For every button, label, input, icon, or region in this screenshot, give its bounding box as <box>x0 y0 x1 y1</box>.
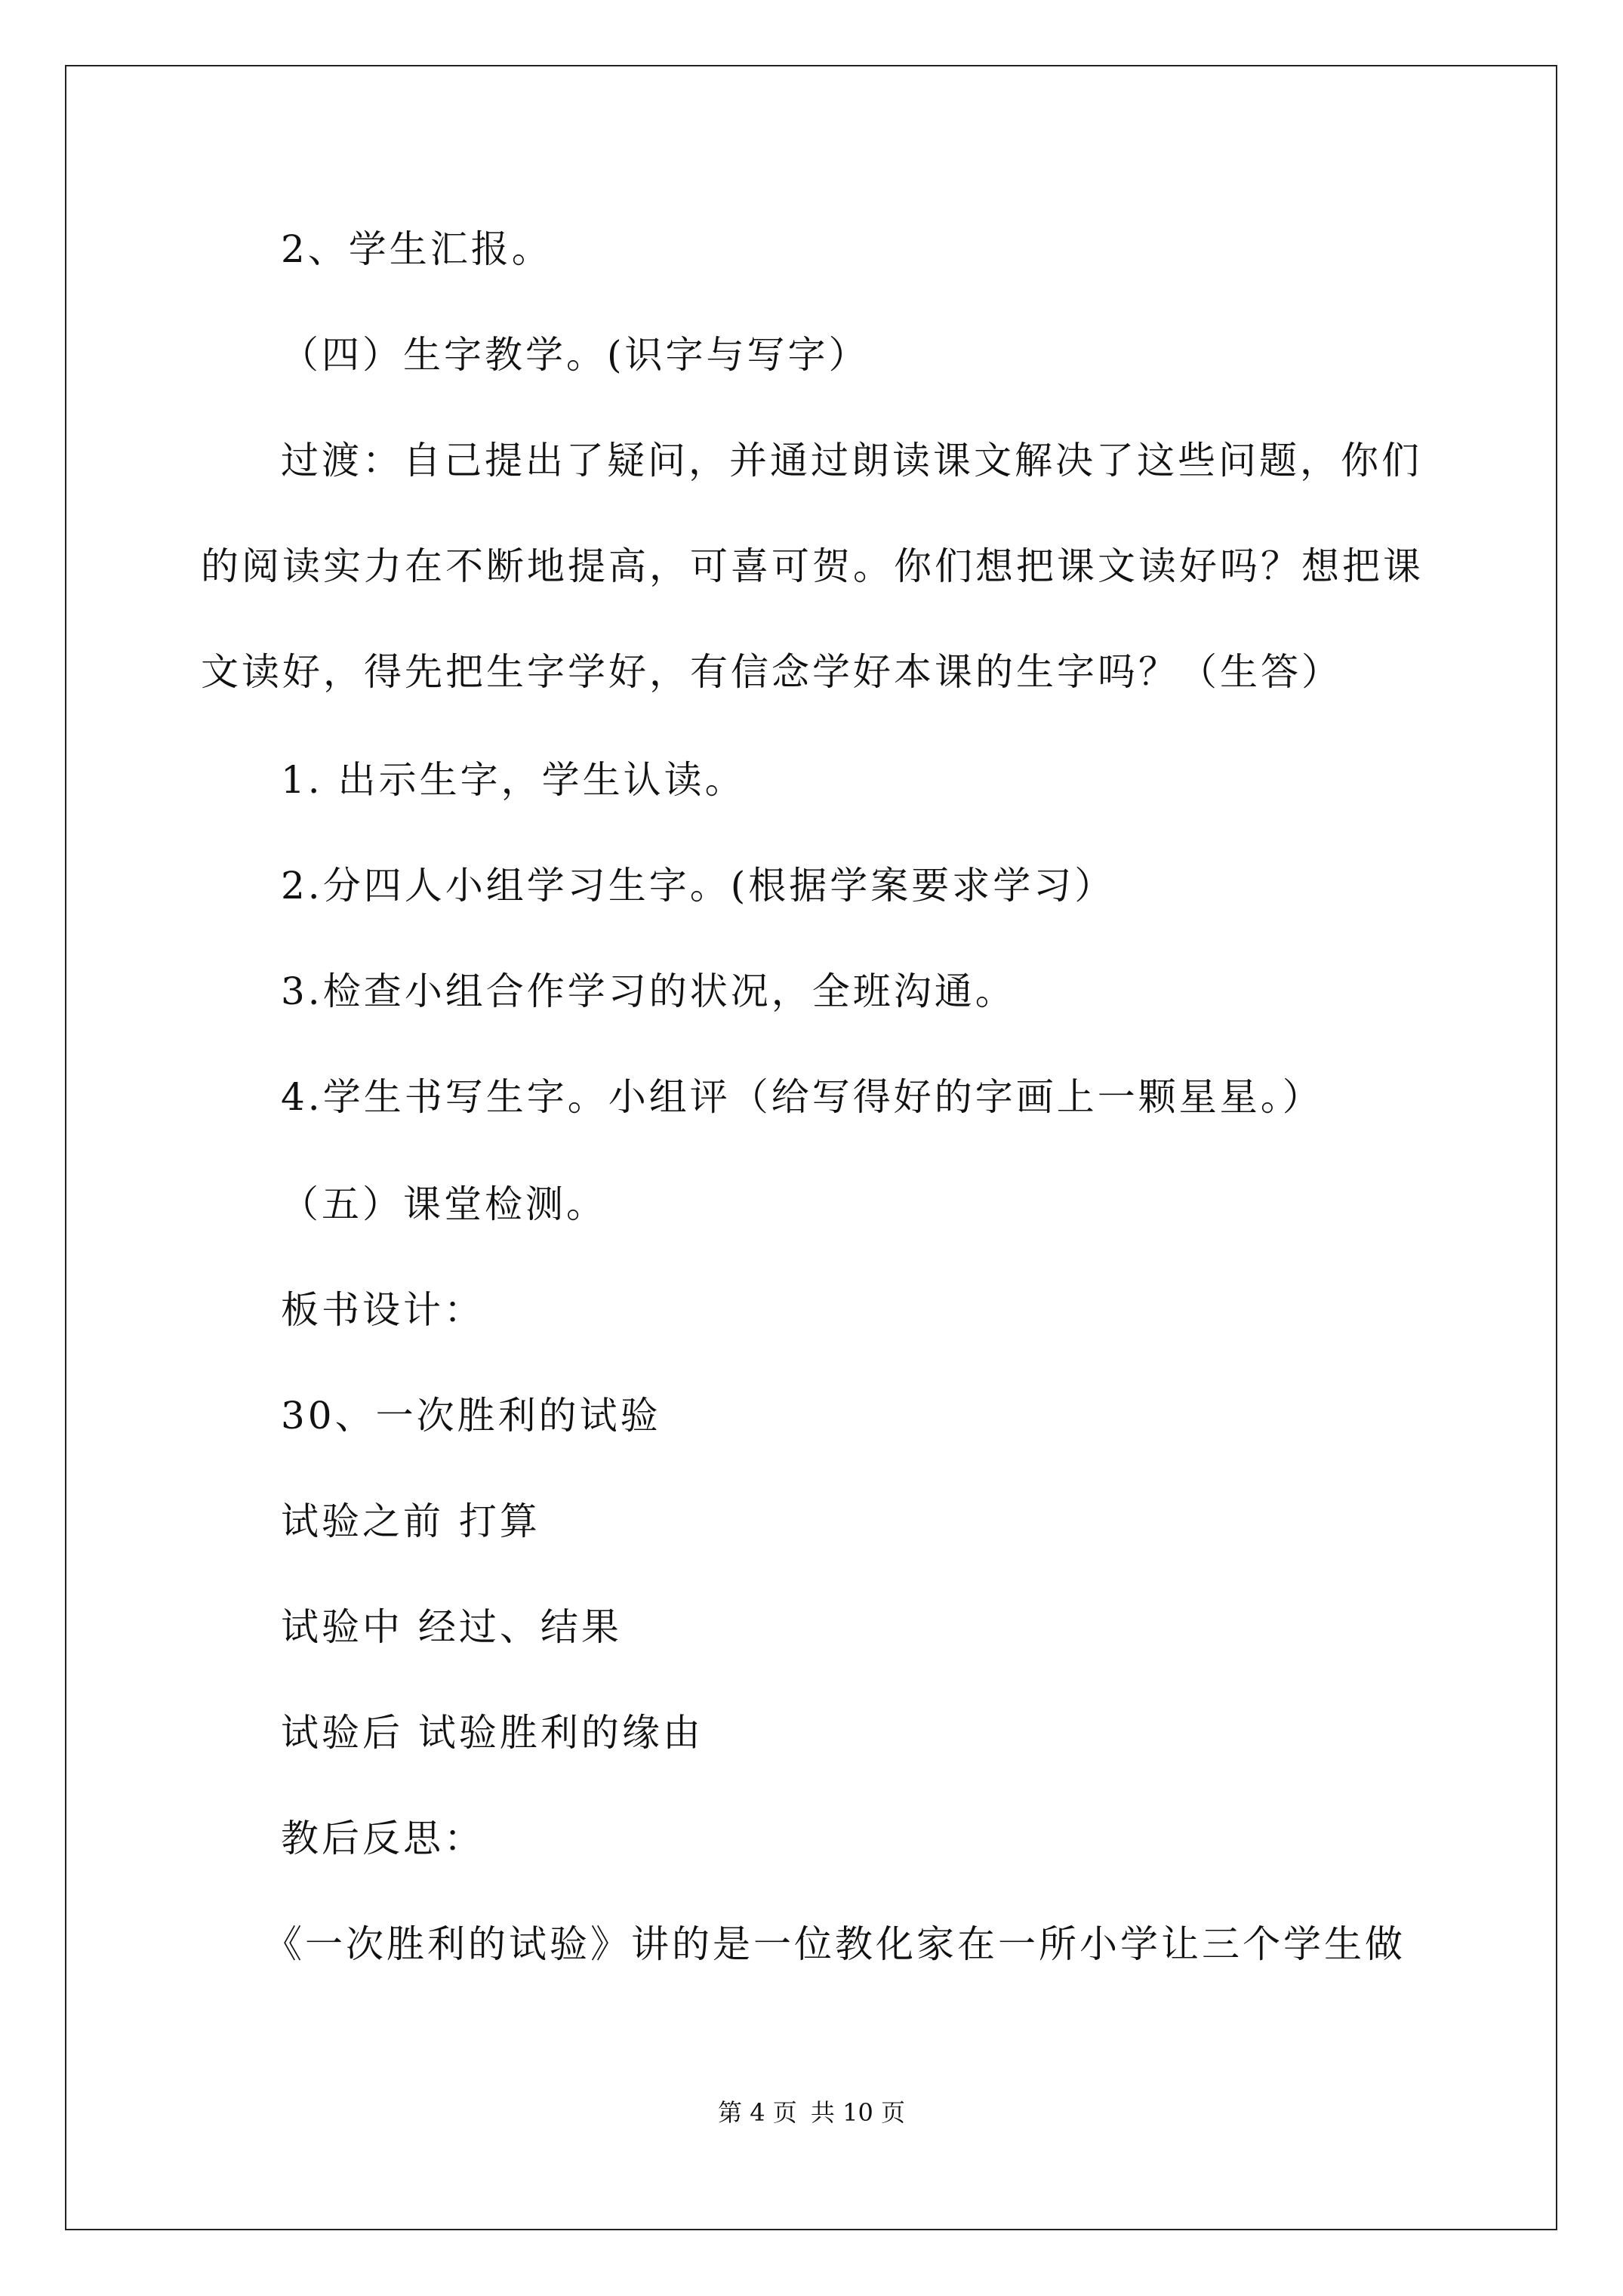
board-row-2: 试验中 经过、结果 <box>281 1605 622 1649</box>
list-item-4: 4.学生书写生字。小组评（给写得好的字画上一颗星星。） <box>281 1075 1323 1119</box>
page-number: 第 4 页 <box>718 2098 797 2127</box>
paragraph-line-1: 2、学生汇报。 <box>281 227 553 271</box>
page-footer <box>0 2097 1623 2128</box>
reflection-heading: 教后反思： <box>281 1817 485 1860</box>
list-item-1: 1. 出示生字，学生认读。 <box>281 758 746 802</box>
board-design-heading: 板书设计： <box>281 1288 485 1332</box>
list-item-2: 2.分四人小组学习生字。(根据学案要求学习） <box>281 864 1116 908</box>
reflection-paragraph-line-1: 《一次胜利的试验》讲的是一位教化家在一所小学让三个学生做 <box>264 1922 1406 1966</box>
section-heading-5: （五）课堂检测。 <box>281 1182 607 1226</box>
board-title: 30、一次胜利的试验 <box>281 1394 661 1438</box>
section-heading-4: （四）生字教学。(识字与写字） <box>281 333 870 377</box>
board-row-1: 试验之前 打算 <box>281 1499 540 1543</box>
list-item-3: 3.检查小组合作学习的状况，全班沟通。 <box>281 969 1016 1013</box>
page-border <box>65 65 1557 2230</box>
board-row-3: 试验后 试验胜利的缘由 <box>281 1711 704 1755</box>
paragraph-line-3: 过渡：自己提出了疑问，并通过朗读课文解决了这些问题，你们 <box>281 439 1422 482</box>
paragraph-line-4: 的阅读实力在不断地提高，可喜可贺。你们想把课文读好吗？想把课 <box>201 544 1424 588</box>
paragraph-line-5: 文读好，得先把生字学好，有信念学好本课的生字吗？（生答） <box>201 650 1342 694</box>
page-total: 共 10 页 <box>810 2098 905 2127</box>
